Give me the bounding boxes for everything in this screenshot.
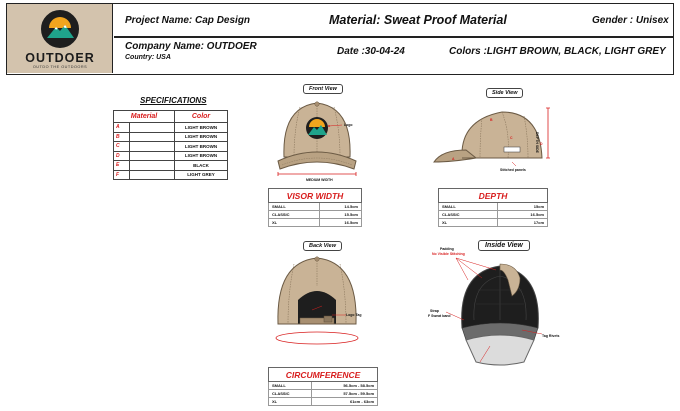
table-row bbox=[439, 211, 548, 219]
date-field: Date :30-04-24 bbox=[337, 46, 405, 57]
spec-col-color: Color bbox=[175, 111, 228, 123]
side-letter-a: A bbox=[452, 157, 455, 161]
size-label: XL bbox=[269, 398, 312, 406]
depth-header bbox=[439, 189, 548, 203]
spec-color: BLACK bbox=[175, 161, 228, 171]
visor-width-table bbox=[268, 188, 362, 227]
spec-letter: D bbox=[114, 151, 130, 161]
table-row bbox=[439, 219, 548, 227]
size-label: CLASSIC bbox=[269, 211, 320, 219]
spec-letter: E bbox=[114, 161, 130, 171]
size-label: CLASSIC bbox=[269, 390, 312, 398]
inside-view-label: Inside View bbox=[478, 240, 530, 251]
strap-callout: Strap bbox=[430, 309, 439, 313]
specifications-table bbox=[113, 110, 228, 180]
project-name: Project Name: Cap Design bbox=[125, 15, 251, 26]
size-value: 61cm - 63cm bbox=[311, 398, 377, 406]
brand-logo-icon bbox=[41, 10, 79, 48]
brand-name: OUTDOER bbox=[25, 51, 95, 65]
side-letter-c: C bbox=[510, 136, 513, 140]
spec-color: LIGHT BROWN bbox=[175, 151, 228, 161]
header-divider bbox=[114, 36, 673, 38]
table-row bbox=[269, 390, 378, 398]
inside-view-cap-illustration bbox=[438, 250, 558, 370]
front-view-label: Front View bbox=[303, 84, 343, 94]
size-value: 17cm bbox=[498, 219, 548, 227]
spec-material-cell bbox=[130, 161, 175, 171]
size-label: CLASSIC bbox=[439, 211, 498, 219]
spec-material-cell bbox=[130, 151, 175, 161]
circumference-title: CIRCUMFERENCE bbox=[269, 368, 378, 382]
spec-letter: A bbox=[114, 123, 130, 133]
medium-width-callout: MEDIUM WIDTH bbox=[306, 178, 333, 182]
table-row bbox=[114, 142, 228, 152]
size-value: 14.5cm bbox=[319, 203, 361, 211]
size-label: SMALL bbox=[269, 382, 312, 390]
table-row bbox=[269, 219, 362, 227]
colors-field: Colors :LIGHT BROWN, BLACK, LIGHT GREY bbox=[449, 46, 666, 57]
country-field: Country: USA bbox=[125, 54, 171, 61]
spec-color: LIGHT GREY bbox=[175, 170, 228, 180]
table-row bbox=[269, 211, 362, 219]
spec-color: LIGHT BROWN bbox=[175, 142, 228, 152]
circumference-header bbox=[269, 368, 378, 382]
spec-color: LIGHT BROWN bbox=[175, 132, 228, 142]
padding-callout: Padding bbox=[440, 247, 454, 251]
stitching-callout: No Visible Stitching bbox=[432, 252, 465, 256]
spec-header-row bbox=[114, 111, 228, 123]
size-value: 15.5cm bbox=[319, 211, 361, 219]
logo-tag-callout: Logo Tag bbox=[346, 313, 362, 317]
back-view-cap-illustration bbox=[272, 252, 362, 352]
spec-color: LIGHT BROWN bbox=[175, 123, 228, 133]
header-block bbox=[6, 3, 674, 75]
spec-material-cell bbox=[130, 132, 175, 142]
size-value: 16.5cm bbox=[319, 219, 361, 227]
size-value: 57.5cm - 59.5cm bbox=[311, 390, 377, 398]
table-row bbox=[114, 170, 228, 180]
side-letter-d: D bbox=[540, 142, 543, 146]
logo-callout: Logo bbox=[344, 123, 353, 127]
brand-tagline: OUTDO THE OUTDOORS bbox=[32, 65, 88, 69]
back-view-label: Back View bbox=[303, 241, 342, 251]
depth-table bbox=[438, 188, 548, 227]
tag-rivets-callout: Tag Rivets bbox=[542, 334, 560, 338]
gender-field: Gender : Unisex bbox=[592, 15, 669, 26]
size-value: 15cm bbox=[498, 203, 548, 211]
specifications-title: SPECIFICATIONS bbox=[140, 96, 207, 105]
company-name: Company Name: OUTDOER bbox=[125, 41, 257, 52]
size-label: SMALL bbox=[439, 203, 498, 211]
spec-col-material: Material bbox=[114, 111, 175, 123]
size-value: 56.5cm - 58.5cm bbox=[311, 382, 377, 390]
visor-width-header bbox=[269, 189, 362, 203]
table-row bbox=[114, 132, 228, 142]
spec-material-cell bbox=[130, 142, 175, 152]
size-label: XL bbox=[269, 219, 320, 227]
logo-panel bbox=[7, 4, 113, 73]
side-view-label: Side View bbox=[486, 88, 523, 98]
size-label: XL bbox=[439, 219, 498, 227]
table-row bbox=[269, 398, 378, 406]
spec-letter: B bbox=[114, 132, 130, 142]
depth-side-callout: DEPTH SIDE bbox=[535, 132, 539, 154]
front-view-cap-illustration bbox=[272, 95, 362, 185]
spec-letter: C bbox=[114, 142, 130, 152]
table-row bbox=[269, 382, 378, 390]
table-row bbox=[269, 203, 362, 211]
spec-letter: F bbox=[114, 170, 130, 180]
table-row bbox=[114, 161, 228, 171]
side-letter-b: B bbox=[490, 118, 493, 122]
size-value: 16.5cm bbox=[498, 211, 548, 219]
material-field: Material: Sweat Proof Material bbox=[329, 13, 507, 27]
spec-material-cell bbox=[130, 170, 175, 180]
spec-material-cell bbox=[130, 123, 175, 133]
depth-title: DEPTH bbox=[439, 189, 548, 203]
sweat-band-callout: F Sweat band bbox=[428, 314, 451, 318]
size-label: SMALL bbox=[269, 203, 320, 211]
circumference-table bbox=[268, 367, 378, 406]
stitched-panels-callout: Stitched panels bbox=[500, 168, 526, 172]
table-row bbox=[114, 123, 228, 133]
side-view-cap-illustration bbox=[432, 100, 552, 185]
visor-width-title: VISOR WIDTH bbox=[269, 189, 362, 203]
table-row bbox=[439, 203, 548, 211]
table-row bbox=[114, 151, 228, 161]
